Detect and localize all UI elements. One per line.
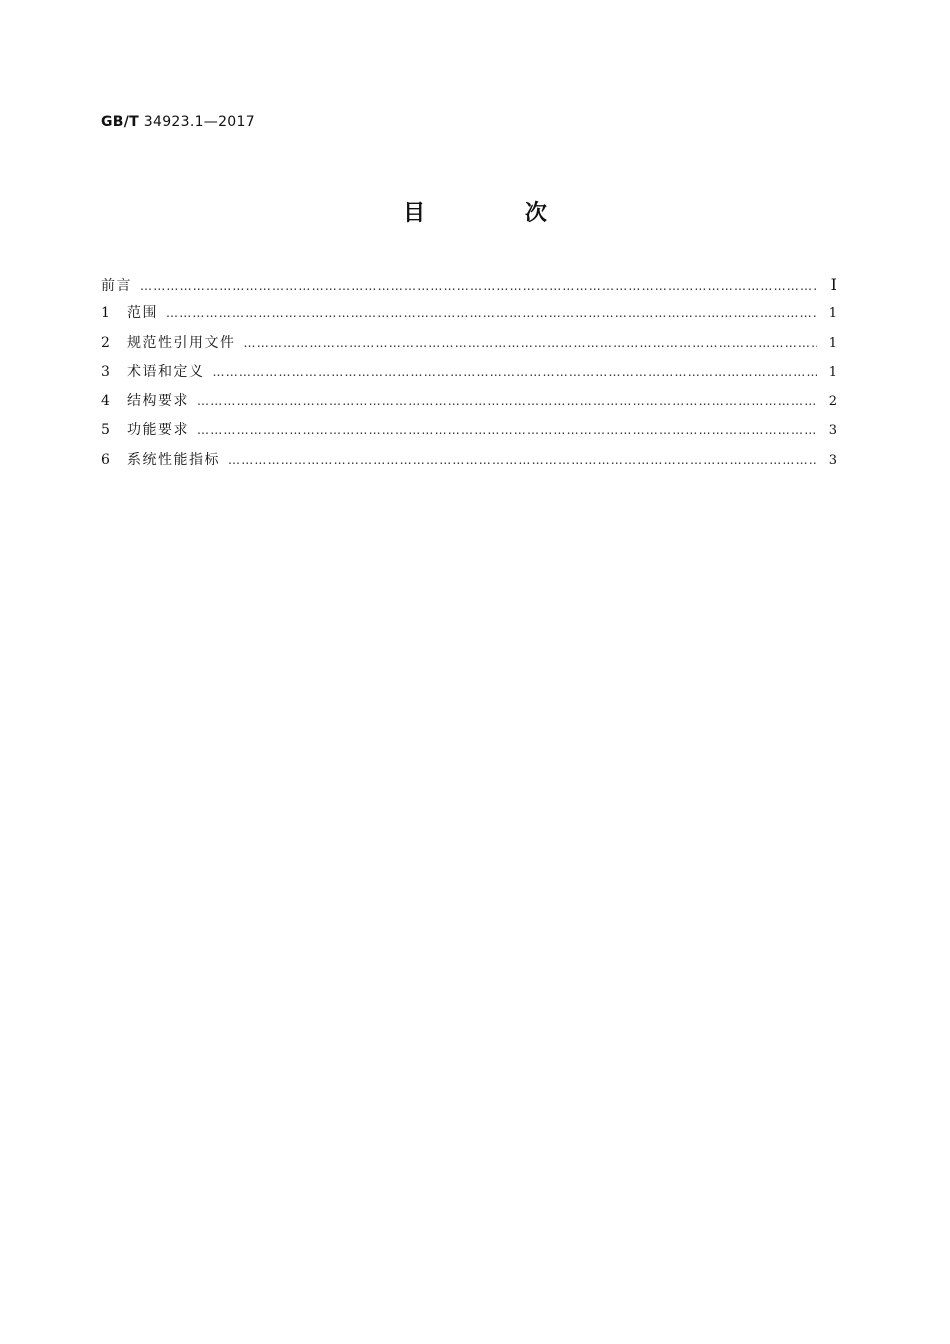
standard-prefix: GB/T xyxy=(101,114,140,130)
toc-entry-label: 范围 xyxy=(127,305,158,322)
toc-entry-page: Ⅰ xyxy=(830,275,837,294)
toc-entry-number: 4 xyxy=(101,393,110,410)
standard-code xyxy=(101,114,255,130)
toc-title: 目 次 xyxy=(403,201,593,226)
toc-entry-page: 3 xyxy=(828,423,837,439)
toc-entry-label: 系统性能指标 xyxy=(127,451,220,468)
toc-leader-dots xyxy=(197,387,817,416)
toc-entry-scope[interactable] xyxy=(101,299,837,328)
toc-entry-label: 功能要求 xyxy=(127,422,189,439)
toc-entry-label: 结构要求 xyxy=(127,393,189,410)
toc-entry-function-requirements[interactable] xyxy=(101,416,837,445)
toc-entry-number: 3 xyxy=(101,363,110,380)
toc-entry-structure-requirements[interactable] xyxy=(101,387,837,416)
toc-entry-page: 2 xyxy=(828,394,837,410)
toc-entry-label: 术语和定义 xyxy=(127,363,205,380)
toc-leader-dots xyxy=(166,299,817,328)
toc-leader-dots xyxy=(197,416,817,445)
toc-leader-dots xyxy=(140,272,817,301)
toc-entry-number: 6 xyxy=(101,451,110,468)
toc-entry-label: 规范性引用文件 xyxy=(127,334,236,351)
table-of-contents xyxy=(101,270,837,475)
toc-entry-terms-definitions[interactable] xyxy=(101,358,837,387)
toc-entry-page: 1 xyxy=(828,335,837,351)
toc-entry-normative-references[interactable] xyxy=(101,329,837,358)
toc-entry-number: 5 xyxy=(101,422,110,439)
standard-number: 34923.1—2017 xyxy=(143,114,255,130)
toc-entry-number: 1 xyxy=(101,305,110,322)
toc-entry-page: 3 xyxy=(828,452,837,468)
toc-leader-dots xyxy=(244,329,818,358)
toc-entry-label: 前言 xyxy=(101,278,132,294)
toc-leader-dots xyxy=(213,358,818,387)
toc-leader-dots xyxy=(228,446,817,475)
toc-entry-page: 1 xyxy=(828,306,837,322)
toc-entry-foreword[interactable] xyxy=(101,270,837,299)
toc-entry-page: 1 xyxy=(828,364,837,380)
toc-entry-number: 2 xyxy=(101,334,110,351)
toc-entry-system-performance[interactable] xyxy=(101,446,837,475)
